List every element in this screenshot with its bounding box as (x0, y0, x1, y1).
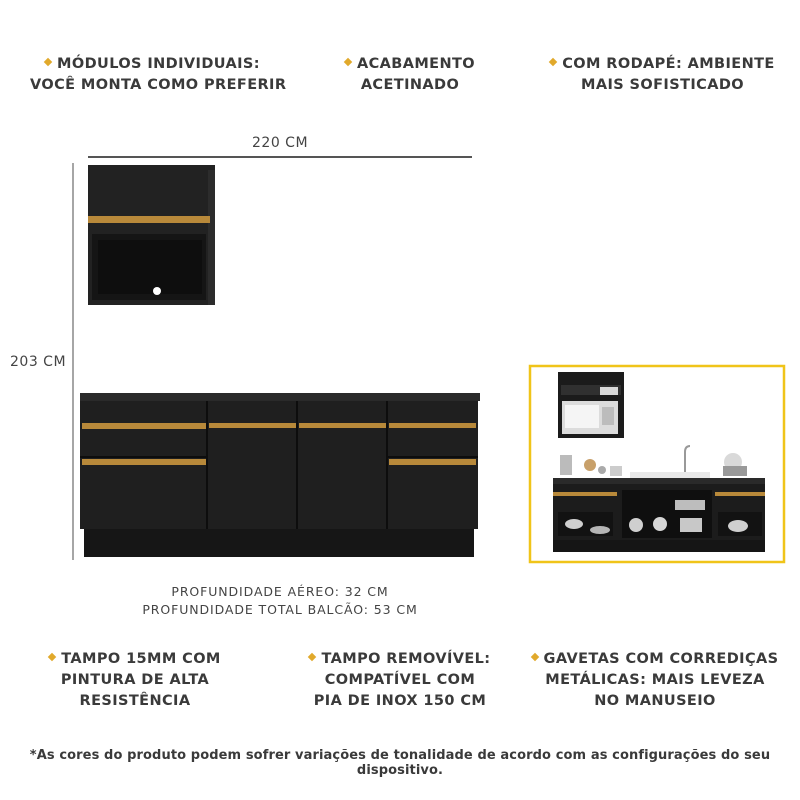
feature-gavetas: GAVETAS COM CORREDIÇAS METÁLICAS: MAIS LEVEZA NO MANUSEIO (530, 649, 780, 712)
diamond-bullet-icon (48, 653, 56, 661)
diamond-bullet-icon (308, 653, 316, 661)
feature-tampo-removivel: TAMPO REMOVÍVEL: COMPATÍVEL COM PIA DE INOX 150 CM (300, 649, 500, 712)
height-dimension-label: 203 CM (10, 354, 67, 370)
color-disclaimer: *As cores do produto podem sofrer variações de tonalidade de acordo com as configurações do seu dispositivo. (29, 748, 771, 778)
diamond-bullet-icon (530, 653, 538, 661)
feature-tampo: TAMPO 15MM COM PINTURA DE ALTA RESISTÊNCIA (40, 649, 230, 712)
feature-rodape: COM RODAPÉ: AMBIENTE MAIS SOFISTICADO (545, 54, 780, 96)
feature-acabamento: ACABAMENTO ACETINADO (330, 54, 490, 96)
product-photo (530, 366, 784, 562)
upper-cabinet (88, 165, 215, 305)
width-dimension-label: 220 CM (252, 135, 309, 151)
base-cabinet (80, 393, 480, 557)
depth-upper: PROFUNDIDADE AÉREO: 32 CM (171, 584, 389, 599)
feature-modulos: MÓDULOS INDIVIDUAIS: VOCÊ MONTA COMO PREFERIR (30, 56, 287, 93)
depth-total: PROFUNDIDADE TOTAL BALCÃO: 53 CM (142, 602, 418, 617)
